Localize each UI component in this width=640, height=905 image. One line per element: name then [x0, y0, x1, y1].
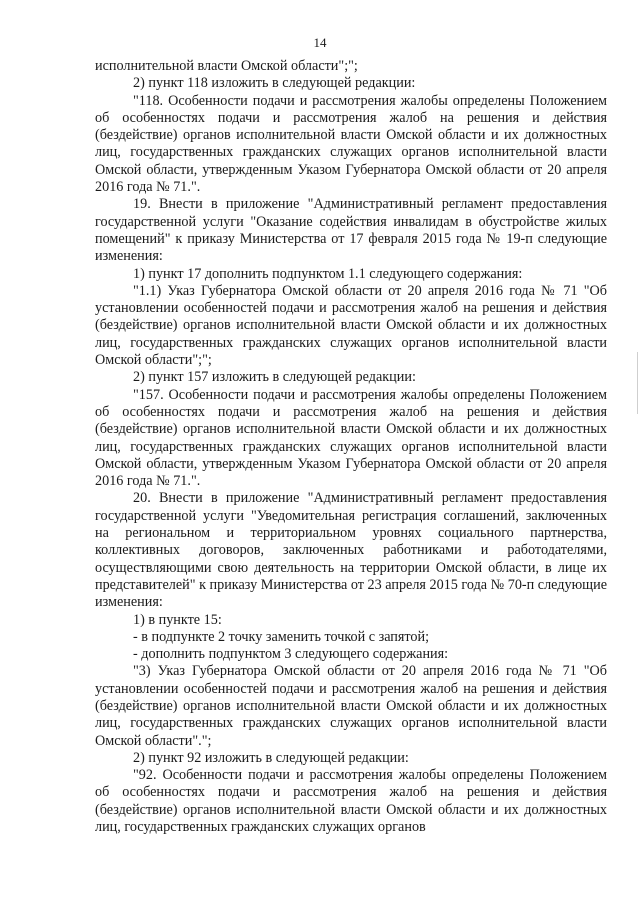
paragraph: "92. Особенности подачи и рассмотрения жалобы определены Положением об особенностях подачи и рассмотрения жалоб на решения и действия (бездействие) органов исполнительной власти Омской области и их должностных лиц, государственных гражданских служащих органов [95, 767, 607, 836]
document-body [95, 58, 607, 836]
paragraph: "3) Указ Губернатора Омской области от 20 апреля 2016 года № 71 "Об установлении особенностей подачи и рассмотрения жалоб на решения и действия (бездействие) органов исполнительной власти Омской области и их должностных лиц, государственных гражданских служащих органов исполнительной власти Омской области"."; [95, 663, 607, 749]
paragraph: 19. Внести в приложение "Административный регламент предоставления государственной услуги "Оказание содействия инвалидам в обустройстве жилых помещений" к приказу Министерства от 17 февраля 2015 года № 19-п следующие изменения: [95, 196, 607, 265]
paragraph: исполнительной власти Омской области";"; [95, 58, 358, 74]
paragraph: "1.1) Указ Губернатора Омской области от 20 апреля 2016 года № 71 "Об установлении особенностей подачи и рассмотрения жалоб на решения и действия (бездействие) органов исполнительной власти Омской области и их должностных лиц, государственных гражданских служащих органов исполнительной власти Омской области";"; [95, 282, 607, 369]
paragraph: "118. Особенности подачи и рассмотрения жалобы определены Положением об особенностях подачи и рассмотрения жалоб на решения и действия (бездействие) органов исполнительной власти Омской области и их должностных лиц, государственных гражданских служащих органов исполнительной власти Омской области, утвержденным Указом Губернатора Омской области от 20 апреля 2016 года № 71.". [95, 92, 607, 196]
paragraph: "157. Особенности подачи и рассмотрения жалобы определены Положением об особенностях подачи и рассмотрения жалоб на решения и действия (бездействие) органов исполнительной власти Омской области и их должностных лиц, государственных гражданских служащих органов исполнительной власти Омской области, утвержденным Указом Губернатора Омской области от 20 апреля 2016 года № 71.". [95, 386, 607, 490]
scan-edge-mark [637, 352, 638, 414]
paragraph: 1) пункт 17 дополнить подпунктом 1.1 следующего содержания: [133, 265, 523, 282]
paragraph: - дополнить подпунктом 3 следующего содержания: [133, 646, 449, 663]
paragraph: 2) пункт 118 изложить в следующей редакции: [133, 75, 416, 92]
page-number: 14 [313, 35, 327, 50]
paragraph: 20. Внести в приложение "Административный регламент предоставления государственной услуги "Уведомительная регистрация соглашений, заключенных на региональном и территориальном уровнях социального партнерства, коллективных договоров, заключенных работниками и работодателями, осуществляющими свою деятельность на территории Омской области, в лице их представителей" к приказу Министерства от 23 апреля 2015 года № 70-п следующие изменения: [95, 490, 607, 611]
paragraph: 1) в пункте 15: [133, 611, 222, 628]
paragraph: - в подпункте 2 точку заменить точкой с запятой; [133, 628, 430, 645]
paragraph: 2) пункт 92 изложить в следующей редакции: [133, 749, 409, 766]
paragraph: 2) пункт 157 изложить в следующей редакции: [133, 369, 416, 386]
